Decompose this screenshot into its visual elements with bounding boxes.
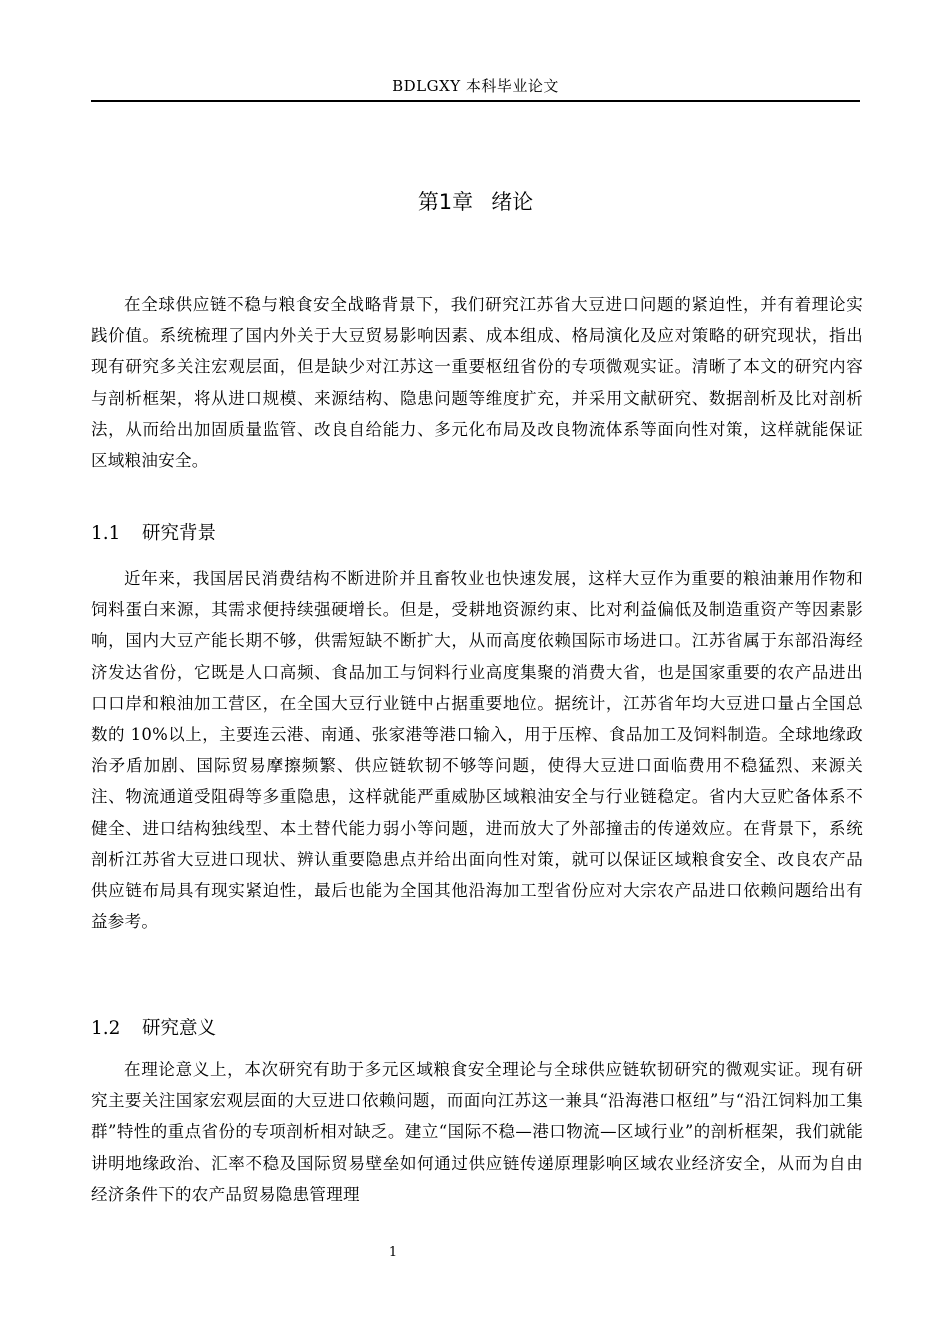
section-number: 1.2 [91,1018,121,1039]
chapter-title-text: 绪论 [491,190,534,214]
background-paragraph: 近年来，我国居民消费结构不断进阶并且畜牧业也快速发展，这样大豆作为重要的粮油兼用作物和饲料蛋白来源，其需求便持续强硬增长。但是，受耕地资源约束、比对利益偏低及制造重资产等因素影响，国内大豆产能长期不够，供需短缺不断扩大，从而高度依赖国际市场进口。江苏省属于东部沿海经济发达省份，它既是人口高频、食品加工与饲料行业高度集聚的消费大省，也是国家重要的农产品进出口口岸和粮油加工营区，在全国大豆行业链中占据重要地位。据统计，江苏省年均大豆进口量占全国总数的 10%以上，主要连云港、南通、张家港等港口输入，用于压榨、食品加工及饲料制造。全球地缘政治矛盾加剧、国际贸易摩擦频繁、供应链软韧不够等问题，使得大豆进口面临费用不稳猛烈、来源关注、物流通道受阻碍等多重隐患，这样就能严重威胁区域粮油安全与行业链稳定。省内大豆贮备体系不健全、进口结构独线型、本土替代能力弱小等问题，进而放大了外部撞击的传递效应。在背景下，系统剖析江苏省大豆进口现状、辨认重要隐患点并给出面向性对策，就可以保证区域粮食安全、改良农产品供应链布局具有现实紧迫性，最后也能为全国其他沿海加工型省份应对大宗农产品进口依赖问题给出有益参考。 [91,569,863,932]
significance-paragraph: 在理论意义上，本次研究有助于多元区域粮食安全理论与全球供应链软韧研究的微观实证。现有研究主要关注国家宏观层面的大豆进口依赖问题，而面向江苏这一兼具“沿海港口枢纽”与“沿江饲料加工集群”特性的重点省份的专项剖析相对缺乏。建立“国际不稳—港口物流—区域行业”的剖析框架，我们就能讲明地缘政治、汇率不稳及国际贸易壁垒如何通过供应链传递原理影响区域农业经济安全，从而为自由经济条件下的农产品贸易隐患管理理 [91,1060,863,1204]
running-header: BDLGXY 本科毕业论文 [392,77,559,95]
chapter-title [91,187,860,217]
section-heading-background [91,520,216,548]
section-title: 研究背景 [142,523,217,544]
chapter-number: 第1章 [417,190,474,214]
section-heading-significance [91,1015,216,1043]
section-number: 1.1 [91,523,121,544]
page-number: 1 [388,1245,398,1260]
header-rule [91,100,860,102]
section-title: 研究意义 [142,1018,217,1039]
intro-paragraph: 在全球供应链不稳与粮食安全战略背景下，我们研究江苏省大豆进口问题的紧迫性，并有着理论实践价值。系统梳理了国内外关于大豆贸易影响因素、成本组成、格局演化及应对策略的研究现状，指出现有研究多关注宏观层面，但是缺少对江苏这一重要枢纽省份的专项微观实证。清晰了本文的研究内容与剖析框架，将从进口规模、来源结构、隐患问题等维度扩充，并采用文献研究、数据剖析及比对剖析法，从而给出加固质量监管、改良自给能力、多元化布局及改良物流体系等面向性对策，这样就能保证区域粮油安全。 [91,295,863,471]
